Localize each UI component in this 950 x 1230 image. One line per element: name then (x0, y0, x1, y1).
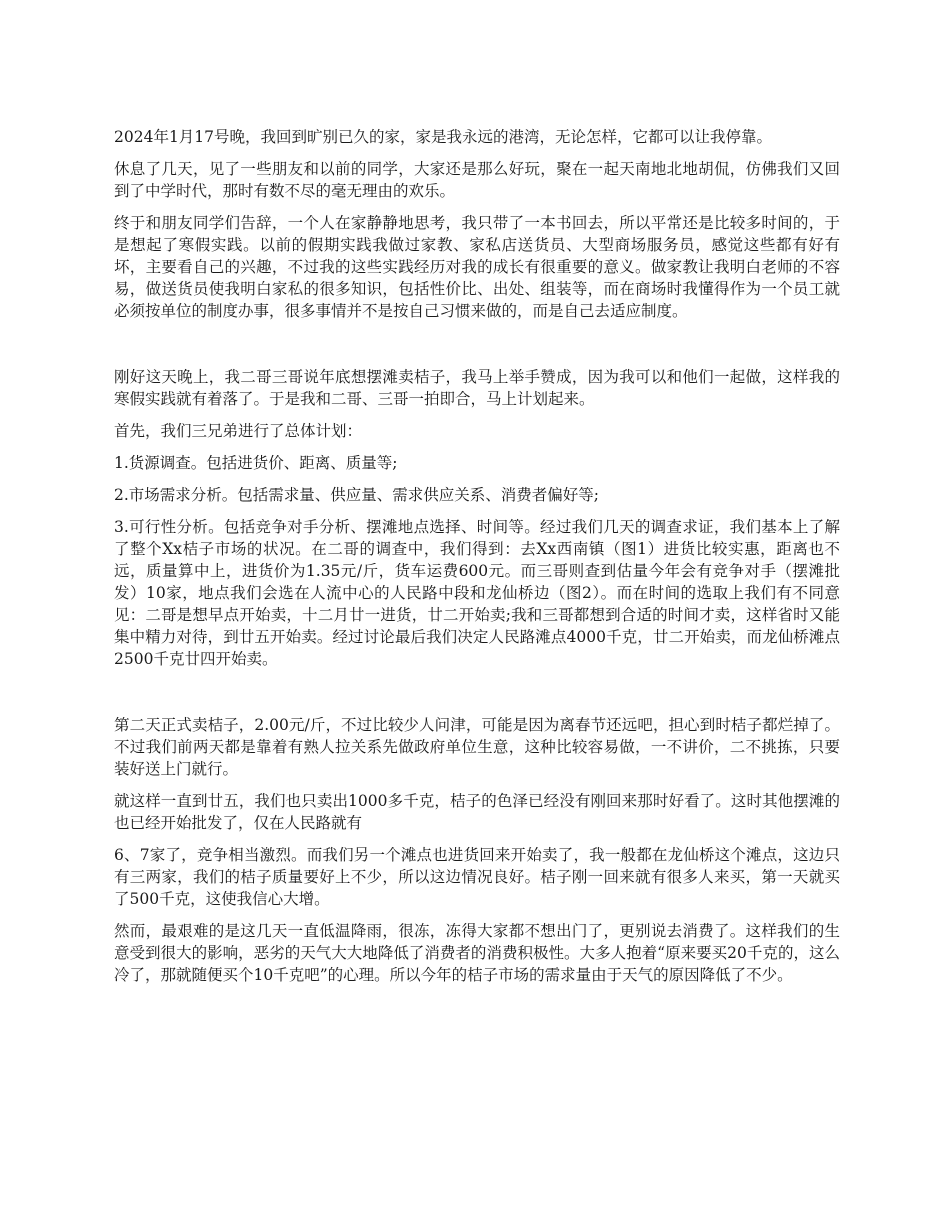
paragraph-return-home: 2024年1月17号晚，我回到旷别已久的家，家是我永远的港湾，无论怎样，它都可以让我停靠。 (114, 128, 773, 146)
document-body (114, 126, 840, 996)
paragraph-competition: 6、7家了，竞争相当激烈。而我们另一个滩点也进货回来开始卖了，我一般都在龙仙桥这个滩点，这边只有三两家，我们的桔子质量要好上不少，所以这边情况良好。桔子刚一回来就有很多人来买，第一天就买了500千克，这使我信心大增。 (114, 846, 840, 908)
list-item-feasibility: 3.可行性分析。包括竞争对手分析、摆滩地点选择、时间等。经过我们几天的调查求证，我们基本上了解了整个Xx桔子市场的状况。在二哥的调查中，我们得到：去Xx西南镇（图1）进货比较实惠，距离也不远，质量算中上，进货价为1.35元/斤，货车运费600元。而三哥则查到估量今年会有竞争对手（摆滩批发）10家，地点我们会选在人流中心的人民路中段和龙仙桥边（图2）。而在时间的选取上我们有不同意见：二哥是想早点开始卖，十二月廿一进货，廿二开始卖;我和三哥都想到合适的时间才卖，这样省时又能集中精力对待，到廿五开始卖。经过讨论最后我们决定人民路滩点4000千克，廿二开始卖，而龙仙桥滩点2500千克廿四开始卖。 (114, 518, 840, 668)
paragraph-weather: 然而，最艰难的是这几天一直低温降雨，很冻，冻得大家都不想出门了，更别说去消费了。这样我们的生意受到很大的影响，恶劣的天气大大地降低了消费者的消费积极性。大多人抱着“原来要买20千克的，这么冷了，那就随便买个10千克吧”的心理。所以今年的桔子市场的需求量由于天气的原因降低了不少。 (114, 922, 840, 984)
paragraph-until-25th: 就这样一直到廿五，我们也只卖出1000多千克，桔子的色泽已经没有刚回来那时好看了。这时其他摆滩的也已经开始批发了，仅在人民路就有 (114, 792, 840, 832)
paragraph-second-day: 第二天正式卖桔子，2.00元/斤，不过比较少人问津，可能是因为离春节还远吧，担心到时桔子都烂掉了。不过我们前两天都是靠着有熟人拉关系先做政府单位生意，这种比较容易做，一不讲价，二不挑拣，只要装好送上门就行。 (114, 716, 840, 778)
paragraph-winter-practice: 终于和朋友同学们告辞，一个人在家静静地思考，我只带了一本书回去，所以平常还是比较多时间的，于是想起了寒假实践。以前的假期实践我做过家教、家私店送货员、大型商场服务员，感觉这些都有好有坏，主要看自己的兴趣，不过我的这些实践经历对我的成长有很重要的意义。做家教让我明白老师的不容易，做送货员使我明白家私的很多知识，包括性价比、出处、组装等，而在商场时我懂得作为一个员工就必须按单位的制度办事，很多事情并不是按自己习惯来做的，而是自己去适应制度。 (114, 214, 840, 320)
list-item-supply-survey: 1.货源调查。包括进货价、距离、质量等; (114, 454, 398, 472)
paragraph-meet-friends: 休息了几天，见了一些朋友和以前的同学，大家还是那么好玩，聚在一起天南地北地胡侃，仿佛我们又回到了中学时代，那时有数不尽的毫无理由的欢乐。 (114, 160, 840, 200)
list-item-market-analysis: 2.市场需求分析。包括需求量、供应量、需求供应关系、消费者偏好等; (114, 486, 600, 504)
paragraph-overall-plan: 首先，我们三兄弟进行了总体计划： (114, 422, 363, 440)
paragraph-brothers-plan: 刚好这天晚上，我二哥三哥说年底想摆滩卖桔子，我马上举手赞成，因为我可以和他们一起做，这样我的寒假实践就有着落了。于是我和二哥、三哥一拍即合，马上计划起来。 (114, 368, 840, 408)
section-gap (114, 680, 840, 714)
section-gap (114, 332, 840, 366)
